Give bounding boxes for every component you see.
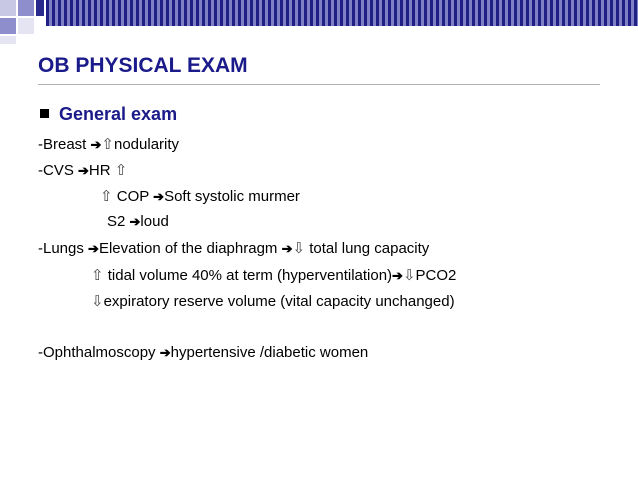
decor-square <box>36 0 44 16</box>
expiratory-line <box>91 292 455 310</box>
cop-line <box>100 187 300 205</box>
ophthalmoscopy-line <box>38 344 368 361</box>
right-arrow-icon: ➔ <box>129 214 141 229</box>
up-arrow-icon: ⇧ <box>101 136 114 153</box>
right-arrow-icon: ➔ <box>88 241 99 256</box>
ophthalmoscopy-label: -Ophthalmoscopy <box>38 344 160 361</box>
decor-square <box>18 0 34 16</box>
lungs-text-2: total lung capacity <box>309 240 430 257</box>
ophthalmoscopy-text: hypertensive /diabetic women <box>170 344 369 361</box>
breast-text: nodularity <box>114 136 180 153</box>
header-decoration <box>0 0 638 46</box>
lungs-label: -Lungs <box>38 240 89 257</box>
expiratory-text: expiratory reserve volume (vital capacity unchanged) <box>103 293 455 310</box>
decor-square <box>0 0 16 16</box>
right-arrow-icon: ➔ <box>392 268 403 283</box>
cvs-hr: HR <box>88 162 111 179</box>
right-arrow-icon: ➔ <box>281 241 293 256</box>
square-bullet-icon <box>40 109 49 118</box>
pco2-text: PCO2 <box>415 267 457 284</box>
lungs-line <box>38 239 429 257</box>
lungs-text: Elevation of the diaphragm <box>98 240 282 257</box>
breast-label: -Breast <box>38 136 91 153</box>
title-divider <box>38 84 600 85</box>
s2-text: loud <box>140 213 169 230</box>
tidal-volume-line <box>91 266 456 284</box>
cop-label: COP <box>116 188 154 205</box>
s2-line <box>107 213 169 230</box>
breast-line <box>38 135 179 153</box>
decor-square <box>18 18 34 34</box>
down-arrow-icon: ⇩ <box>91 293 104 310</box>
right-arrow-icon: ➔ <box>159 345 171 360</box>
s2-label: S2 <box>107 213 130 230</box>
decor-square <box>0 18 16 34</box>
up-arrow-icon: ⇧ <box>91 267 104 284</box>
cvs-label: -CVS <box>38 162 79 179</box>
down-arrow-icon: ⇩ <box>402 267 416 284</box>
right-arrow-icon: ➔ <box>90 137 102 152</box>
right-arrow-icon: ➔ <box>153 189 165 204</box>
slide-title: OB PHYSICAL EXAM <box>38 54 248 77</box>
cop-text: Soft systolic murmer <box>164 188 300 205</box>
down-arrow-icon: ⇩ <box>292 240 306 257</box>
right-arrow-icon: ➔ <box>78 163 89 178</box>
general-exam-label: General exam <box>59 104 178 124</box>
decor-square <box>0 36 16 44</box>
up-arrow-icon: ⇧ <box>114 162 128 179</box>
header-band <box>46 0 638 26</box>
cvs-line <box>38 161 127 179</box>
up-arrow-icon: ⇧ <box>100 188 113 205</box>
general-exam-heading <box>40 104 177 125</box>
tidal-volume-text: tidal volume 40% at term (hyperventilation) <box>107 267 393 284</box>
